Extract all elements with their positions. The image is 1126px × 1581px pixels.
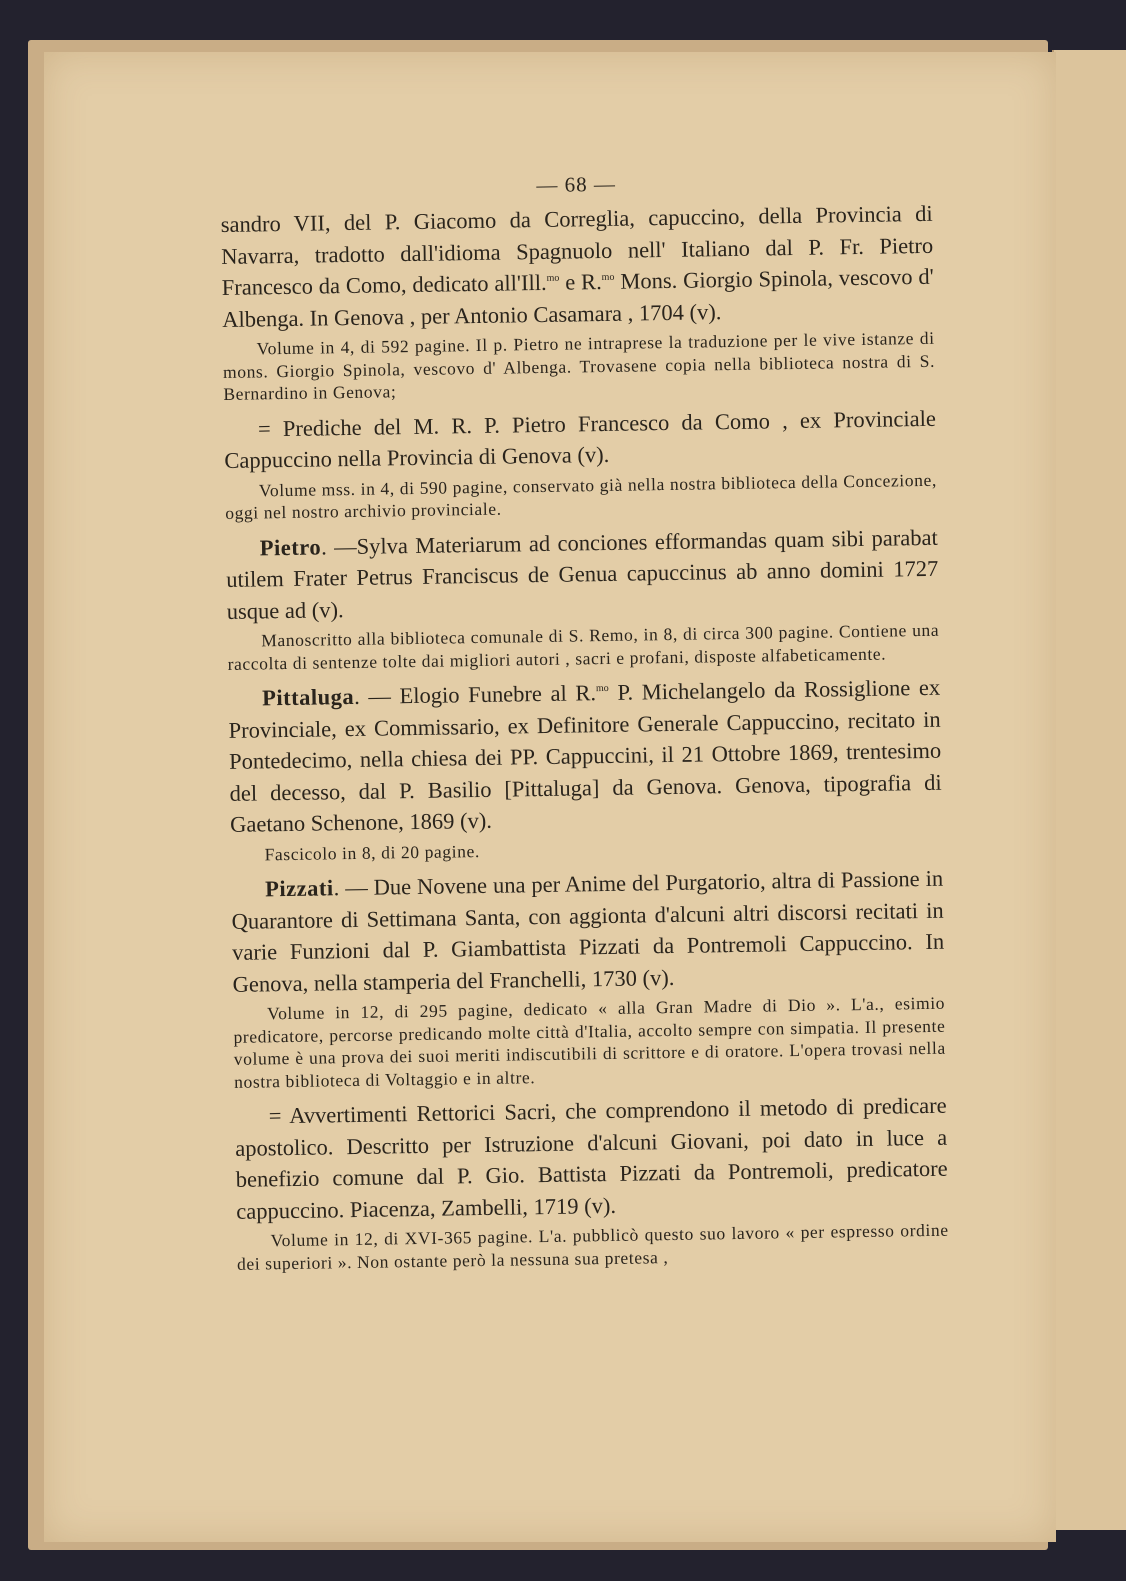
text-run: P. Michelangelo da Rossiglione ex Provinciale, ex Commissario, ex Definitore Generale Cappuccino, recitato in Pontedecimo, nella chiesa dei PP. Cappuccini, il 21 Ottobre 1869, trentesimo del decesso, dal P. Basilio [Pittaluga] da Genova. Genova, tipografia di Gaetano Schenone, 1869 (v). <box>228 674 942 837</box>
text-run: Mons. Giorgio Spinola, vescovo d' Albenga. In Genova , per Antonio Casamara , 1704 (v). <box>222 263 934 332</box>
body-paragraph <box>220 198 934 335</box>
page-text-block <box>220 167 949 1283</box>
note-paragraph <box>237 1219 950 1275</box>
body-paragraph <box>226 521 939 627</box>
note-paragraph <box>225 468 938 524</box>
superscript: mo <box>546 272 560 284</box>
text-run: e R. <box>559 269 602 295</box>
superscript: mo <box>595 682 609 695</box>
text-run: . — Due Novene una per Anime del Purgatorio, altra di Passione in Quarantore di Settimana Santa, con aggionta d'alcuni altri discorsi recitati in varie Funzioni dal P. Giambattista Pizzati da Pontremoli Cappuccino. In Genova, nella stamperia del Franchelli, 1730 (v). <box>231 865 945 997</box>
text-run: = Prediche del M. R. P. Pietro Francesco da Como , ex Provinciale Cappuccino nella Provincia di Genova (v). <box>224 405 937 473</box>
paragraphs-container <box>220 198 949 1275</box>
body-paragraph <box>228 672 942 841</box>
body-paragraph <box>234 1090 948 1227</box>
entry-name: Pittaluga <box>261 683 355 711</box>
body-paragraph <box>224 402 937 476</box>
text-run: sandro VII, del P. Giacomo da Correglia, capuccino, della Provincia di Navarra, tradotto dall'idioma Spagnuolo nell' Italiano dal P. Fr. Pietro Francesco da Como, dedicato all'Ill. <box>220 200 934 300</box>
superscript: mo <box>601 271 615 284</box>
text-run: . —Sylva Materiarum ad conciones efformandas quam sibi parabat utilem Frater Petrus Franciscus de Genua capuccinus ab anno domini 1727 usque ad (v). <box>226 524 939 624</box>
entry-name: Pietro <box>259 533 322 560</box>
entry-name: Pizzati <box>264 875 334 902</box>
note-paragraph <box>223 327 936 406</box>
text-run: Volume in 12, di 295 pagine, dedicato « alla Gran Madre di Dio ». L'a., esimio predicatore, percorse predicando molte città d'Italia, accolto sempre con simpatia. Il presente volume è una prova dei suoi meriti indiscutibili di scrittore e di oratore. L'opera trovasi nella nostra biblioteca di Voltaggio e in altre. <box>233 992 946 1092</box>
text-run: Volume in 12, di XVI-365 pagine. L'a. pubblicò questo suo lavoro « per espresso ordine dei superiori ». Non ostante però la nessuna sua pretesa , <box>236 1219 949 1274</box>
note-paragraph <box>227 619 940 675</box>
text-run: . — Elogio Funebre al R. <box>353 680 597 709</box>
text-run: Manoscritto alla biblioteca comunale di S. Remo, in 8, di circa 300 pagine. Contiene una raccolta di sentenze tolte dai migliori autori , sacri e profani, disposte alfabeticamente. <box>227 619 940 674</box>
body-paragraph <box>231 863 945 1000</box>
page-number: — 68 — <box>536 171 617 198</box>
facing-page-edge <box>1052 50 1126 1530</box>
text-run: Volume in 4, di 592 pagine. Il p. Pietro ne intraprese la traduzione per le vive istanze di mons. Giorgio Spinola, vescovo d' Albenga. Trovasene copia nella biblioteca nostra di S. Bernardino in Genova; <box>222 327 936 404</box>
text-run: Fascicolo in 8, di 20 pagine. <box>264 840 480 864</box>
text-run: = Avvertimenti Rettorici Sacri, che comprendono il metodo di predicare apostolico. Descritto per Istruzione d'alcuni Giovani, poi dato in luce a benefizio comune dal P. Gio. Battista Pizzati da Pontremoli, predicatore cappuccino. Piacenza, Zambelli, 1719 (v). <box>235 1092 948 1224</box>
note-paragraph <box>233 992 946 1093</box>
text-run: Volume mss. in 4, di 590 pagine, conservato già nella nostra biblioteca della Concezione, oggi nel nostro archivio provinciale. <box>225 469 937 523</box>
